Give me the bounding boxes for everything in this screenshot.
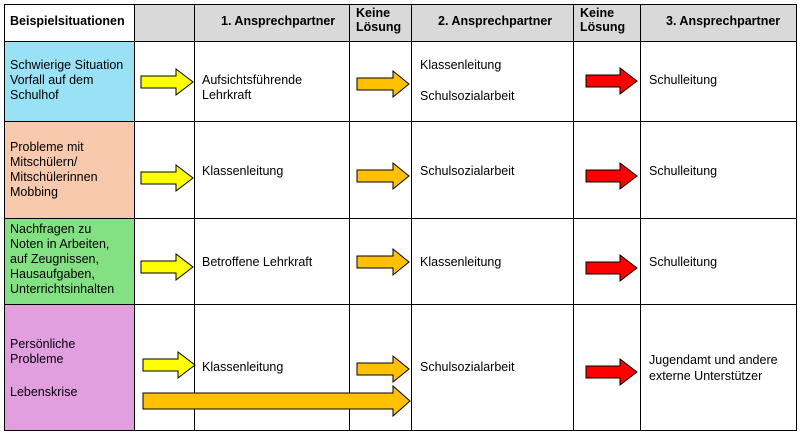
contact1-3-line-1: Betroffene Lehrkraft <box>202 255 313 269</box>
header-contact1: 1. Ansprechpartner <box>221 14 336 28</box>
long-orange-arrow-icon <box>143 386 410 416</box>
orange-arrow-icon <box>357 356 409 382</box>
contact2-2-line-1: Schulsozialarbeit <box>420 164 515 178</box>
situation-3-line-2: Noten in Arbeiten, <box>10 237 110 251</box>
header-no-solution2: Keine Lösung <box>580 6 626 34</box>
contact2-4-line-1: Schulsozialarbeit <box>420 360 515 374</box>
yellow-arrow-icon <box>141 69 193 95</box>
situation-2-line-4: Mobbing <box>10 185 58 199</box>
contact3-2-line-1: Schulleitung <box>649 164 718 178</box>
red-arrow-icon <box>586 163 637 189</box>
situation-2-line-2: Mitschülern/ <box>10 155 78 169</box>
yellow-arrow-icon <box>141 254 193 280</box>
orange-arrow-icon <box>357 71 409 97</box>
contact1-2-line-1: Klassenleitung <box>202 164 284 178</box>
situation-4-line-2: Probleme <box>10 352 64 366</box>
header-no-solution1: Keine Lösung <box>356 6 402 34</box>
orange-arrow-icon <box>357 163 409 189</box>
header-contact2: 2. Ansprechpartner <box>438 14 553 28</box>
situation-4-line-1: Persönliche <box>10 337 76 351</box>
situation-3-line-3: auf Zeugnissen, <box>10 252 99 266</box>
situation-4-line-4: Lebenskrise <box>10 385 78 399</box>
red-arrow-icon <box>586 68 637 94</box>
contact1-1-line-2: Lehrkraft <box>202 88 252 102</box>
red-arrow-icon <box>586 255 637 281</box>
contact2-1-line-1: Klassenleitung <box>420 58 502 72</box>
situation-1-line-2: Vorfall auf dem <box>10 73 94 87</box>
situation-3-line-1: Nachfragen zu <box>10 222 92 236</box>
situation-1-line-3: Schulhof <box>10 88 59 102</box>
contact2-3-line-1: Klassenleitung <box>420 255 502 269</box>
contact3-4-line-1: Jugendamt und andere <box>649 353 778 367</box>
orange-arrow-icon <box>357 249 409 275</box>
contact1-4-line-1: Klassenleitung <box>202 360 284 374</box>
yellow-arrow-icon <box>143 352 195 378</box>
red-arrow-icon <box>586 359 637 385</box>
contact2-1-line-3: Schulsozialarbeit <box>420 89 515 103</box>
situation-2-line-1: Probleme mit <box>10 140 84 154</box>
situation-3-line-5: Unterrichtsinhalten <box>10 282 115 296</box>
contact1-1-line-1: Aufsichtsführende <box>202 73 303 87</box>
situation-1-line-1: Schwierige Situation <box>10 58 124 72</box>
yellow-arrow-icon <box>141 165 193 191</box>
situation-2-line-3: Mitschülerinnen <box>10 170 98 184</box>
contact3-3-line-1: Schulleitung <box>649 255 718 269</box>
header-situation: Beispielsituationen <box>10 14 125 28</box>
header-contact3: 3. Ansprechpartner <box>666 14 781 28</box>
situation-3-line-4: Hausaufgaben, <box>10 267 95 281</box>
contact3-1-line-1: Schulleitung <box>649 73 718 87</box>
contact3-4-line-2: externe Unterstützer <box>649 369 763 383</box>
